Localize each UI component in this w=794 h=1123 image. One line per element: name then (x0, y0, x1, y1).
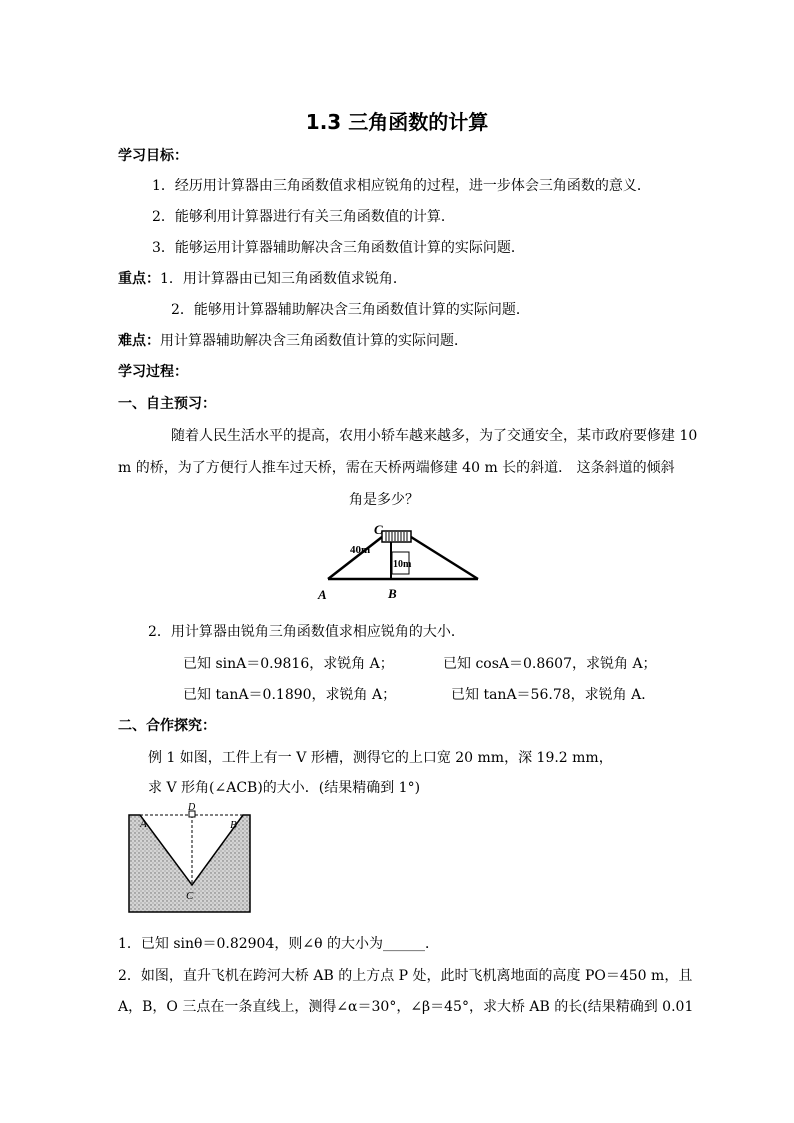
label-a: A (318, 587, 327, 602)
key-points-label: 重点： (118, 271, 160, 287)
calc-item-cos: 已知 cosA＝0.8607，求锐角 A； (443, 656, 657, 672)
label-b: B (388, 586, 397, 601)
exercise-1: 1．已知 sinθ＝0.82904，则∠θ 的大小为______． (118, 936, 439, 952)
example-1-line-1: 例 1 如图，工件上有一 V 形槽，测得它的上口宽 20 mm，深 19.2 mm， (148, 750, 613, 766)
slope-right (411, 537, 478, 579)
key-point-item-2: 2．能够用计算器辅助解决含三角函数值计算的实际问题． (171, 302, 530, 318)
objective-item-1: 1．经历用计算器由三角函数值求相应锐角的过程，进一步体会三角函数的意义． (152, 178, 651, 194)
difficulty-label: 难点： (118, 333, 160, 349)
objectives-heading: 学习目标： (118, 148, 188, 164)
calc-item-tan-2: 已知 tanA＝56.78，求锐角 A． (451, 687, 656, 703)
calc-item-tan-1: 已知 tanA＝0.1890，求锐角 A； (183, 687, 397, 703)
difficulty-line (118, 331, 468, 351)
preview-paragraph-line-3: 角是多少？ (349, 492, 419, 508)
label-slope-length: 40m (350, 544, 371, 556)
exercise-2-line-1: 2．如图，直升飞机在跨河大桥 AB 的上方点 P 处，此时飞机离地面的高度 PO＝450 m，且 (118, 968, 693, 984)
label-c: C (186, 890, 194, 902)
exercise-2-line-2: A，B，O 三点在一条直线上，测得∠α＝30°，∠β＝45°，求大桥 AB 的长(结果精确到 0.01 (118, 999, 694, 1015)
v-groove-figure (126, 800, 254, 915)
bridge-figure (310, 522, 490, 604)
preview-heading: 一、自主预习： (118, 396, 216, 412)
label-b: B (230, 819, 237, 831)
preview-paragraph-line-2: m 的桥，为了方便行人推车过天桥，需在天桥两端修建 40 m 长的斜道． 这条斜道的倾斜 (118, 460, 675, 476)
label-height: 10m (393, 559, 412, 570)
objective-item-2: 2．能够利用计算器进行有关三角函数值的计算． (152, 209, 455, 225)
key-point-item-1: 1．用计算器由已知三角函数值求锐角． (160, 271, 407, 287)
difficulty-text: 用计算器辅助解决含三角函数值计算的实际问题． (160, 333, 468, 349)
process-heading: 学习过程： (118, 364, 188, 380)
calc-item-sin: 已知 sinA＝0.9816，求锐角 A； (183, 656, 394, 672)
preview-question-2: 2．用计算器由锐角三角函数值求相应锐角的大小． (148, 624, 465, 640)
label-a: A (140, 818, 147, 830)
objective-item-3: 3．能够运用计算器辅助解决含三角函数值计算的实际问题． (152, 240, 525, 256)
page-title: 1.3 三角函数的计算 (305, 110, 489, 134)
coop-heading: 二、合作探究： (118, 718, 216, 734)
label-c: C (374, 522, 383, 537)
key-points-line-1 (118, 269, 407, 289)
label-d: D (188, 802, 196, 813)
example-1-line-2: 求 V 形角(∠ACB)的大小．(结果精确到 1°) (148, 780, 421, 796)
preview-paragraph-line-1: 随着人民生活水平的提高，农用小轿车越来越多，为了交通安全，某市政府要修建 10 (171, 428, 698, 444)
